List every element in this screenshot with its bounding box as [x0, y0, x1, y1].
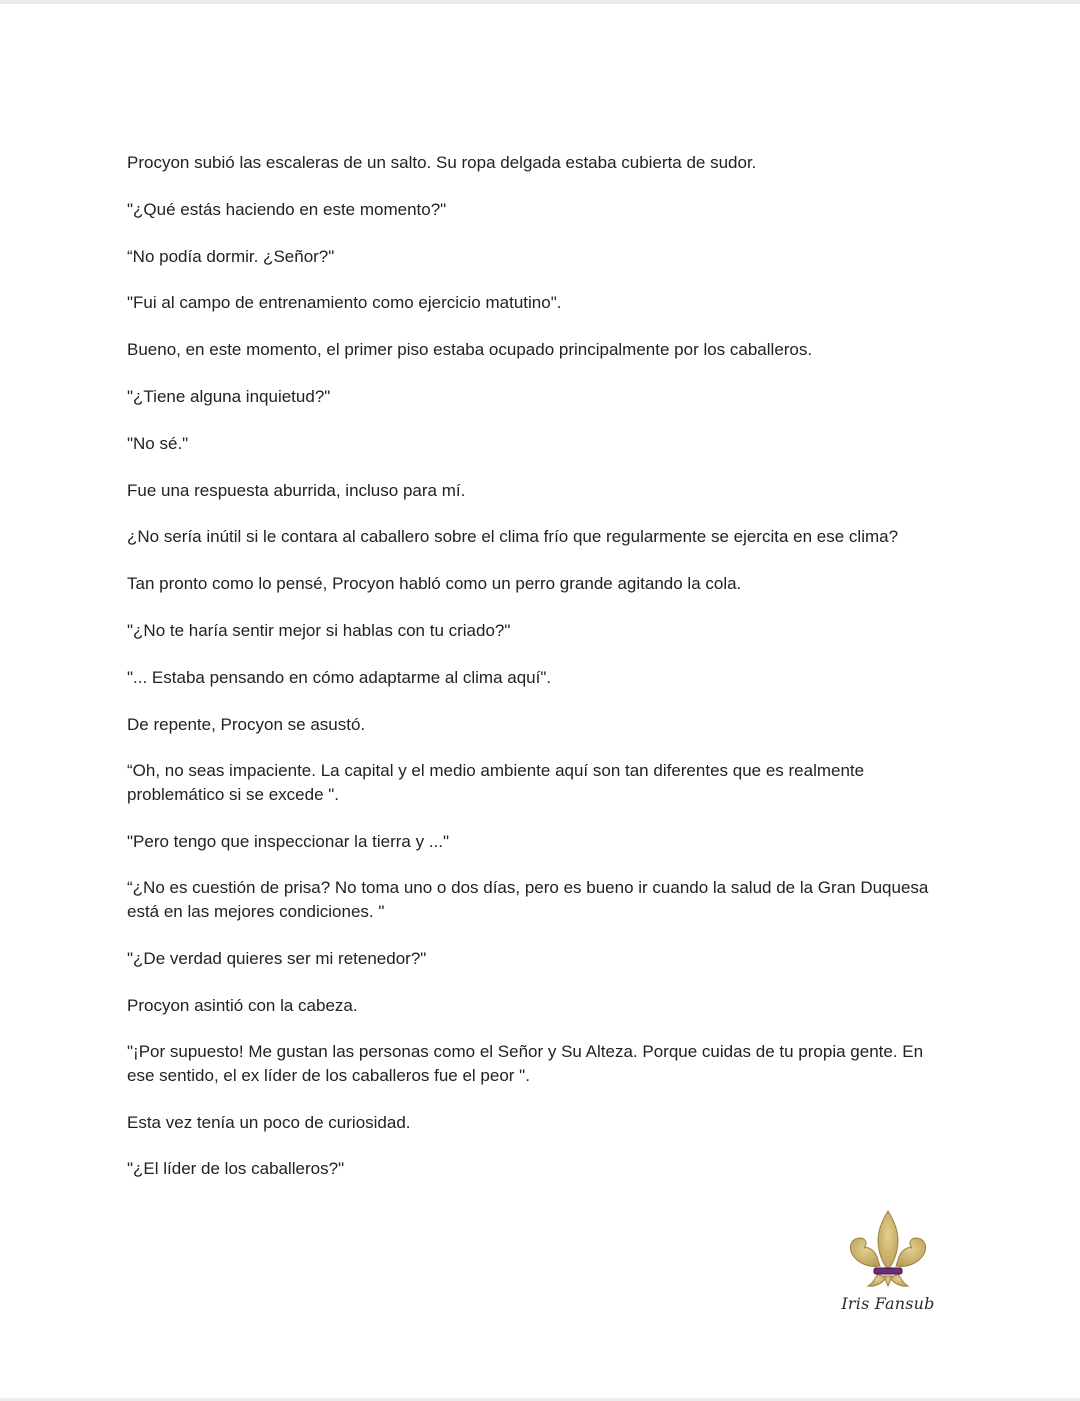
- paragraph: "¿Qué estás haciendo en este momento?": [127, 199, 447, 219]
- paragraph: ¿No sería inútil si le contara al caballero sobre el clima frío que regularmente se ejercita en ese clima?: [127, 527, 899, 547]
- document-body: [127, 151, 937, 1204]
- paragraph: “No podía dormir. ¿Señor?": [127, 246, 335, 266]
- top-border: [0, 0, 1080, 4]
- paragraph: "Fui al campo de entrenamiento como ejercicio matutino".: [127, 293, 562, 313]
- paragraph: "No sé.": [127, 433, 189, 453]
- paragraph: Fue una respuesta aburrida, incluso para mí.: [127, 480, 466, 500]
- paragraph: "¿El líder de los caballeros?": [127, 1159, 345, 1179]
- paragraph: Tan pronto como lo pensé, Procyon habló como un perro grande agitando la cola.: [127, 574, 742, 594]
- paragraph: "... Estaba pensando en cómo adaptarme al clima aquí".: [127, 667, 552, 687]
- paragraph: “¿No es cuestión de prisa? No toma uno o dos días, pero es bueno ir cuando la salud de la Gran Duquesa está en las mejores condiciones. ": [127, 878, 929, 921]
- paragraph: Procyon asintió con la cabeza.: [127, 995, 358, 1015]
- paragraph: "¿No te haría sentir mejor si hablas con tu criado?": [127, 620, 511, 640]
- paragraph: Esta vez tenía un poco de curiosidad.: [127, 1112, 411, 1132]
- paragraph: "Pero tengo que inspeccionar la tierra y ...": [127, 831, 450, 851]
- paragraph: Bueno, en este momento, el primer piso estaba ocupado principalmente por los caballeros.: [127, 340, 813, 360]
- watermark-logo: [838, 1208, 938, 1318]
- watermark-text: Iris Fansub: [841, 1294, 935, 1313]
- paragraph: "¡Por supuesto! Me gustan las personas como el Señor y Su Alteza. Porque cuidas de tu propia gente. En ese sentido, el ex líder de los caballeros fue el peor ".: [127, 1042, 924, 1085]
- paragraph: "¿Tiene alguna inquietud?": [127, 386, 331, 406]
- paragraph: "¿De verdad quieres ser mi retenedor?": [127, 948, 427, 968]
- fleur-de-lis-icon: [844, 1208, 932, 1288]
- paragraph: “Oh, no seas impaciente. La capital y el medio ambiente aquí son tan diferentes que es realmente problemático si se excede ".: [127, 761, 865, 804]
- paragraph: De repente, Procyon se asustó.: [127, 714, 366, 734]
- paragraph: Procyon subió las escaleras de un salto. Su ropa delgada estaba cubierta de sudor.: [127, 153, 757, 172]
